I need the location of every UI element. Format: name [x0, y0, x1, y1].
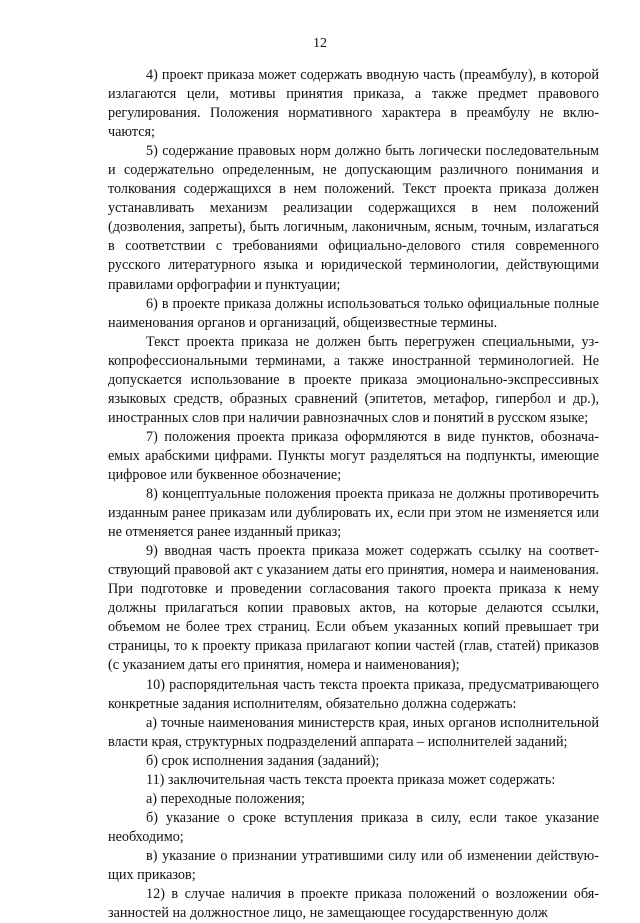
- paragraph-item-7: 7) положения проекта приказа оформляются в виде пунктов, обозначаемых арабскими цифрами. Пункты могут разделяться на подпункты, имеющие цифровое или буквенное обозначение;: [108, 428, 599, 483]
- paragraph-item-11a: а) переходные положения;: [146, 790, 305, 807]
- paragraph-item-4: 4) проект приказа может содержать вводную часть (преамбулу), в которой излагаются цели, мотивы принятия приказа, а также предмет правового регулирования. Положения нормативного характера в преамбулу не включаются;: [108, 67, 599, 141]
- paragraph-item-5: 5) содержание правовых норм должно быть логически последовательным и содержательно определенным, не допускающим различного понимания и толкования содержащихся в нем положений. Текст проекта приказа должен устанавливать механизм реализации содержащихся в нем положений (дозволения, запреты), быть логичным, лаконичным, ясным, точным, излагаться в соответствии с требованиями официально-делового стиля современного русского литературного языка и юридической терминологии, действующими правилами орфографии и пунктуации;: [108, 143, 599, 293]
- paragraph-item-11b: б) указание о сроке вступления приказа в силу, если такое указание необходимо;: [108, 809, 599, 845]
- paragraph-terminology: Текст проекта приказа не должен быть перегружен специальными, узкопрофессиональными терминами, а также иностранной терминологией. Не допускается использование в проекте приказа эмоционально-экспрессивных языковых средств, образных сравнений (эпитетов, метафор, гипербол и др.), иностранных слов при наличии равнозначных слов и понятий в русском языке;: [108, 333, 599, 426]
- paragraph-item-11: 11) заключительная часть текста проекта приказа может содержать:: [146, 771, 556, 788]
- paragraph-item-10b: б) срок исполнения задания (заданий);: [146, 752, 380, 769]
- paragraph-item-11c: в) указание о признании утратившими силу или об изменении действующих приказов;: [108, 847, 599, 883]
- document-body: [108, 66, 599, 923]
- paragraph-item-10: 10) распорядительная часть текста проекта приказа, предусматривающего конкретные задания исполнителям, обязательно должна содержать:: [108, 676, 599, 712]
- paragraph-item-9: 9) вводная часть проекта приказа может содержать ссылку на соответствующий правовой акт с указанием даты его принятия, номера и наименования. При подготовке и проведении согласования такого проекта приказа к нему должны прилагаться копии правовых актов, на которые делаются ссылки, объемом не более трех страниц. Если объем указанных копий превышает три страницы, то к проекту приказа прилагают копии частей (глав, статей) приказов (с указанием даты его принятия, номера и наименования);: [108, 543, 599, 674]
- paragraph-item-6: 6) в проекте приказа должны использоваться только официальные полные наименования органов и организаций, общеизвестные термины.: [108, 295, 599, 331]
- paragraph-item-10a: а) точные наименования министерств края, иных органов исполнительной власти края, структурных подразделений аппарата – исполнителей заданий;: [108, 714, 599, 750]
- paragraph-item-8: 8) концептуальные положения проекта приказа не должны противоречить изданным ранее приказам или дублировать их, если при этом не изменяется или не отменяется ранее изданный приказ;: [108, 486, 599, 541]
- paragraph-item-12: 12) в случае наличия в проекте приказа положений о возложении обязанностей на должностное лицо, не замещающее государственную долж: [108, 886, 599, 922]
- page-number: 12: [313, 36, 327, 51]
